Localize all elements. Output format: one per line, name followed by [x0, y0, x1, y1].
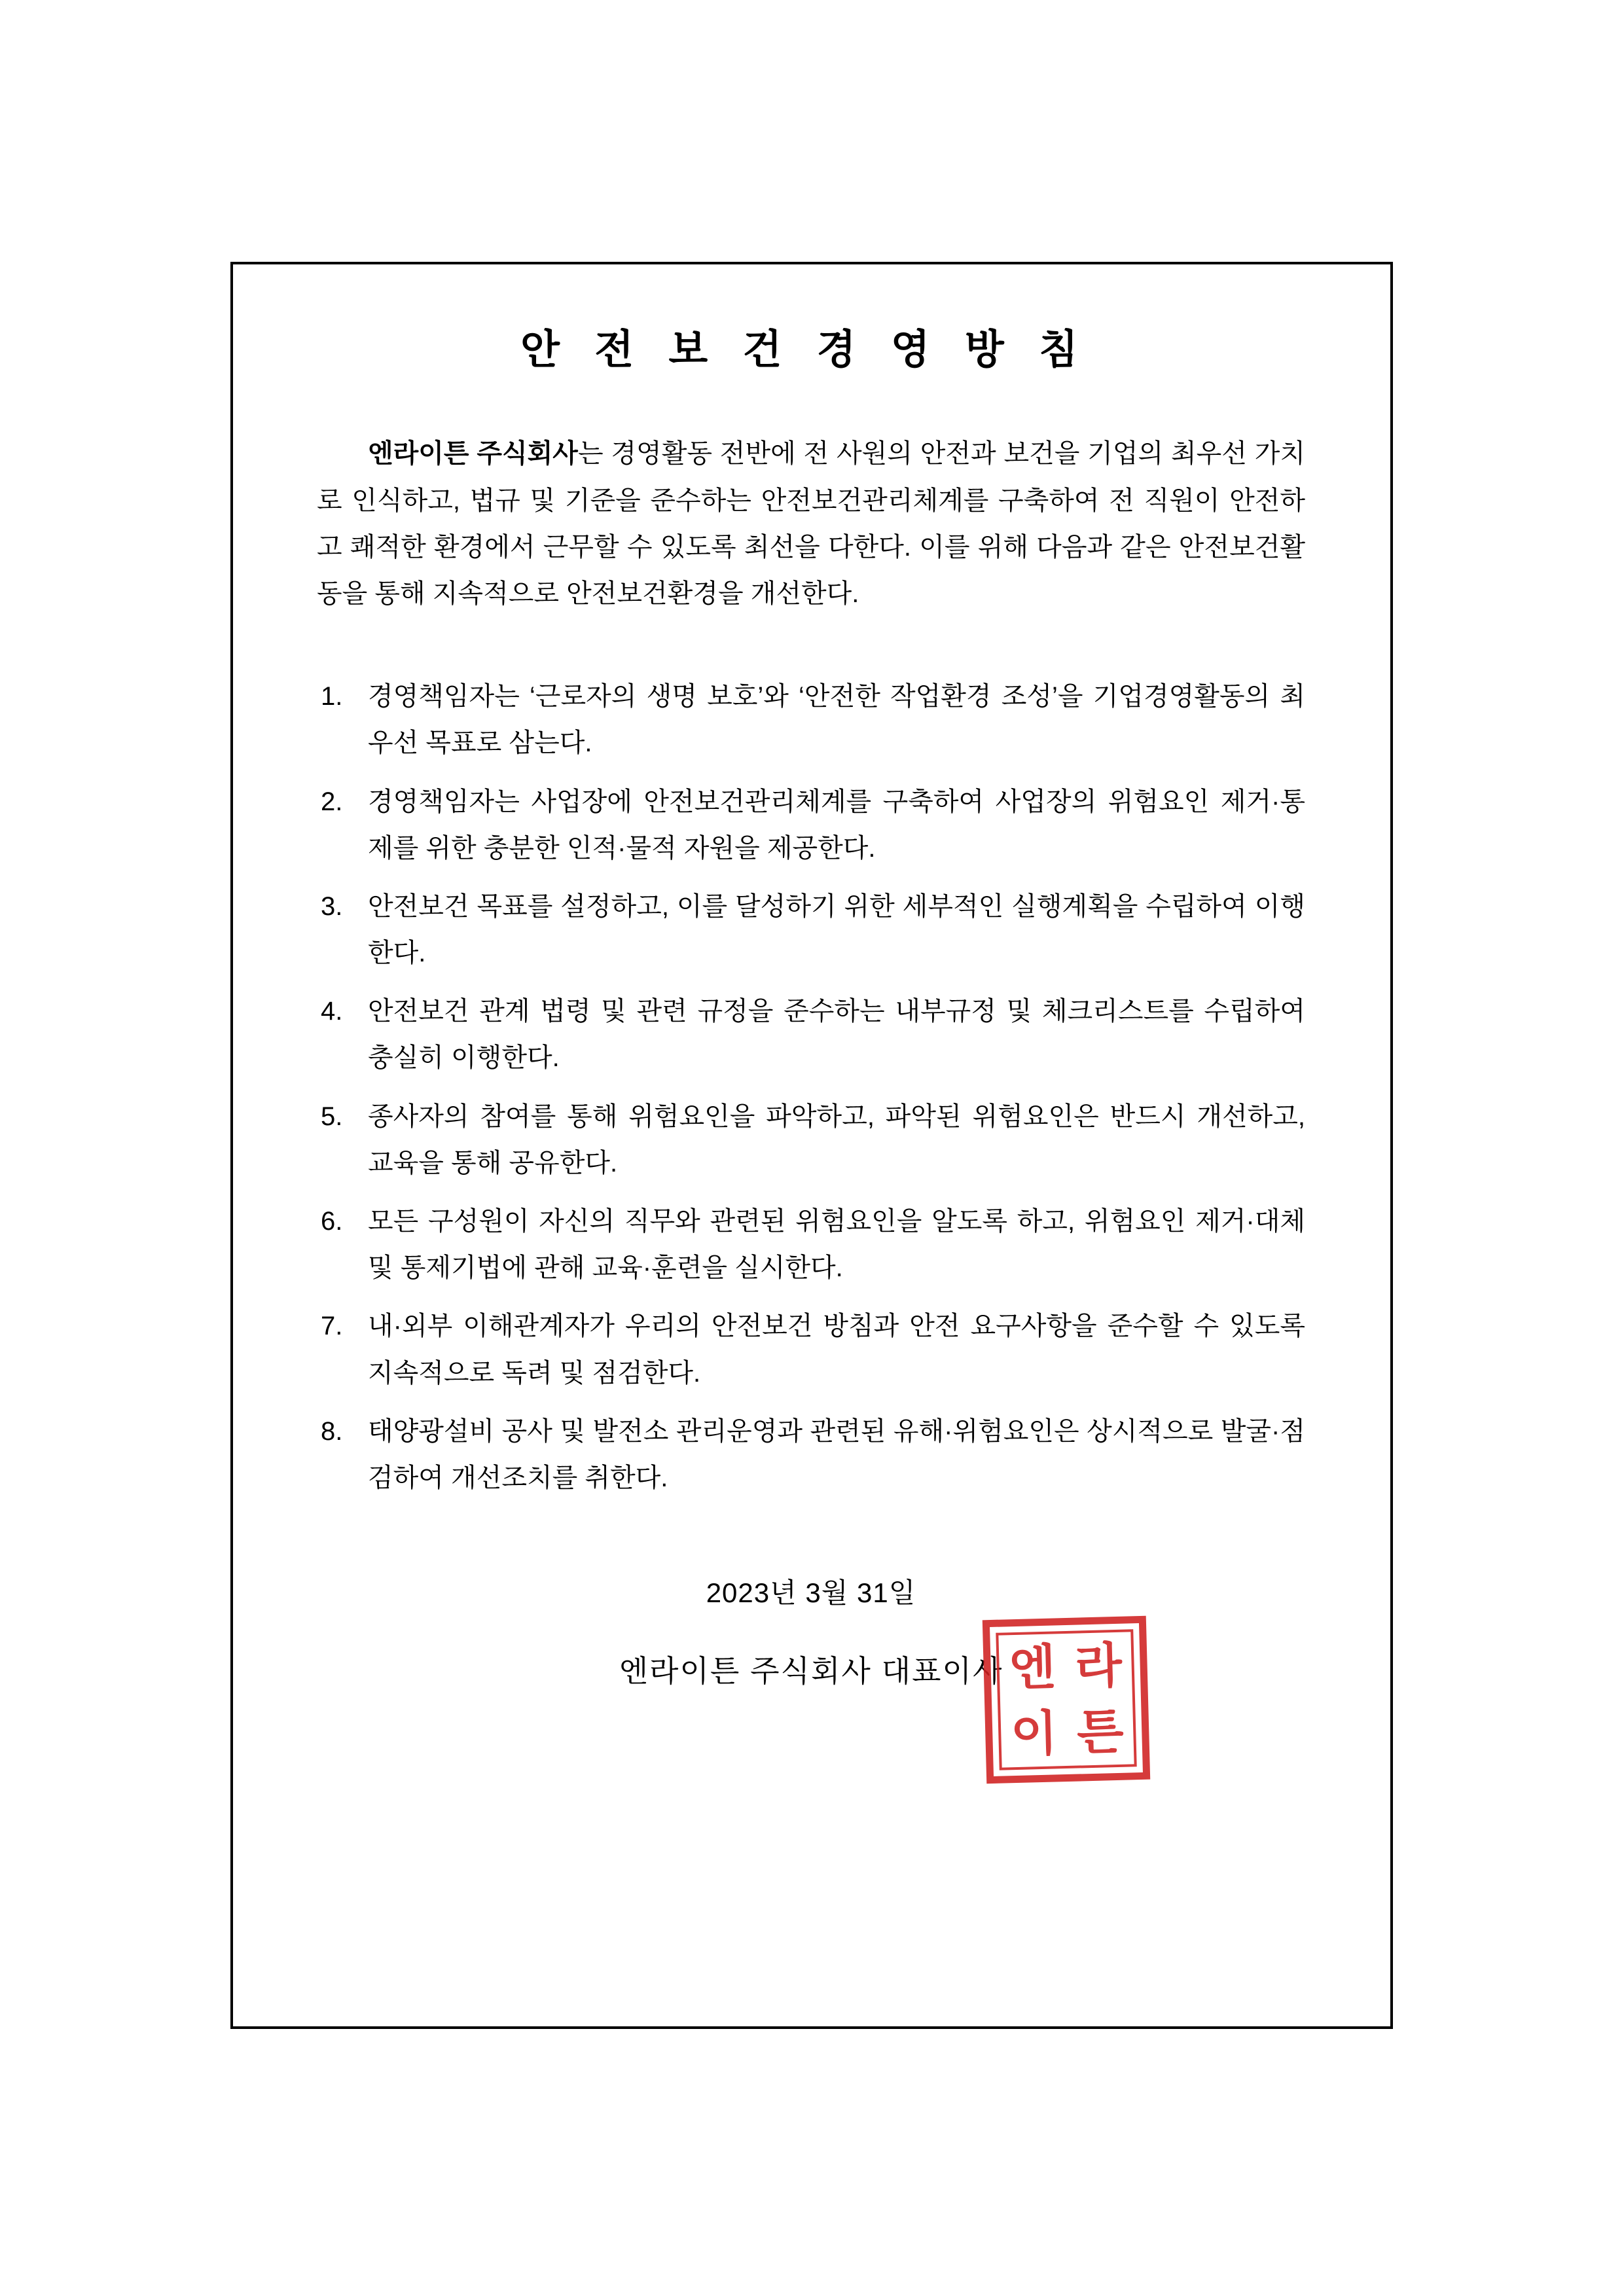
clause-text: 태양광설비 공사 및 발전소 관리운영과 관련된 유해·위험요인은 상시적으로 발굴·점검하여 개선조치를 취한다. [368, 1416, 1305, 1492]
list-item [317, 988, 1305, 1081]
seal-char: 엔 [1008, 1639, 1057, 1696]
list-item [317, 779, 1305, 872]
list-item [317, 1303, 1305, 1396]
clause-number: 4. [321, 997, 343, 1026]
seal-char: 이 [1009, 1705, 1058, 1763]
signature-date: 2023년 3월 31일 [706, 1577, 916, 1609]
list-item [317, 1408, 1305, 1501]
clause-text: 종사자의 참여를 통해 위험요인을 파악하고, 파악된 위험요인은 반드시 개선하고, 교육을 통해 공유한다. [368, 1102, 1305, 1177]
seal-characters [996, 1629, 1136, 1770]
clause-text: 안전보건 목표를 설정하고, 이를 달성하기 위한 세부적인 실행계획을 수립하여 이행한다. [368, 891, 1305, 968]
intro-paragraph [317, 431, 1305, 617]
clause-text: 모든 구성원이 자신의 직무와 관련된 위험요인을 알도록 하고, 위험요인 제거·대체 및 통제기법에 관해 교육·훈련을 실시한다. [368, 1207, 1305, 1283]
seal-char: 튼 [1075, 1703, 1125, 1761]
list-item [317, 884, 1305, 977]
clause-list [317, 673, 1305, 1501]
clause-number: 1. [321, 682, 343, 711]
document-content [317, 302, 1305, 1763]
seal-char: 라 [1074, 1637, 1123, 1695]
page-title: 안 전 보 건 경 영 방 침 [520, 327, 1090, 372]
clause-text: 안전보건 관계 법령 및 관련 규정을 준수하는 내부규정 및 체크리스트를 수립하여 충실히 이행한다. [368, 997, 1305, 1073]
intro-text: 는 경영활동 전반에 전 사원의 안전과 보건을 기업의 최우선 가치로 인식하고, 법규 및 기준을 준수하는 안전보건관리체계를 구축하여 전 직원이 안전하고 쾌적한 환경에서 근무할 수 있도록 최선을 다한다. 이를 위해 다음과 같은 안전보건활동을 통해 지속적으로 안전보건환경을 개선한다. [317, 439, 1305, 608]
clause-text: 경영책임자는 사업장에 안전보건관리체계를 구축하여 사업장의 위험요인 제거·통제를 위한 충분한 인적·물적 자원을 제공한다. [368, 787, 1305, 863]
signature-name: 엔라이튼 주식회사 대표이사 [619, 1653, 1003, 1688]
clause-number: 3. [321, 891, 343, 921]
clause-text: 경영책임자는 ‘근로자의 생명 보호’와 ‘안전한 작업환경 조성’을 기업경영활동의 최우선 목표로 삼는다. [368, 682, 1305, 758]
company-seal-stamp-icon [983, 1616, 1150, 1784]
company-name: 엔라이튼 주식회사 [368, 439, 578, 469]
list-item [317, 673, 1305, 766]
clause-number: 5. [321, 1102, 343, 1131]
list-item [317, 1198, 1305, 1291]
clause-number: 2. [321, 787, 343, 816]
clause-text: 내·외부 이해관계자가 우리의 안전보건 방침과 안전 요구사항을 준수할 수 있도록 지속적으로 독려 및 점검한다. [368, 1312, 1305, 1388]
document-border-frame [230, 262, 1393, 2029]
signature-block [317, 1567, 1305, 1763]
clause-number: 7. [321, 1312, 343, 1341]
clause-number: 8. [321, 1416, 343, 1446]
clause-number: 6. [321, 1207, 343, 1236]
list-item [317, 1094, 1305, 1187]
